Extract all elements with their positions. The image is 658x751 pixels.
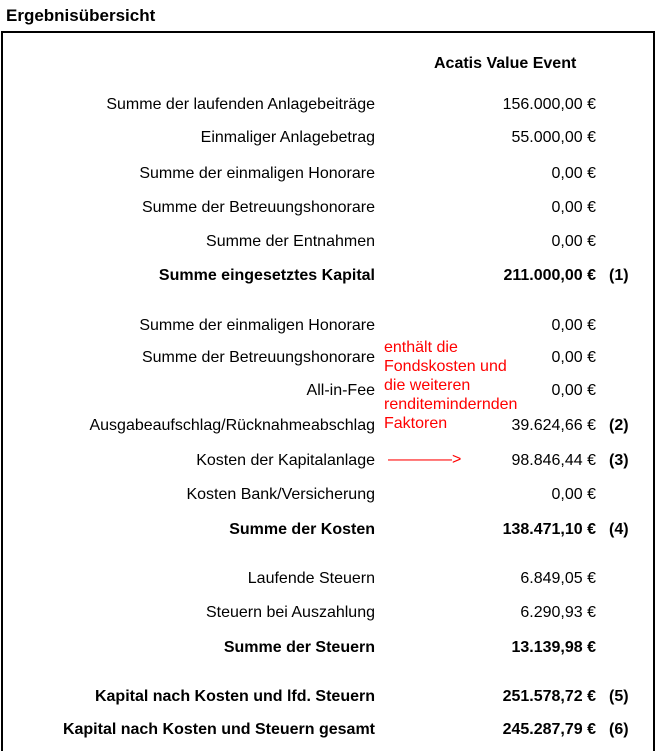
row-value: 98.846,44 € (511, 452, 596, 469)
row-value: 0,00 € (551, 233, 596, 250)
row-reference: (3) (609, 452, 629, 469)
row-value: 0,00 € (551, 165, 596, 182)
row-kapital-nach-kosten-lfd-steuern (0, 687, 658, 707)
row-value: 0,00 € (551, 382, 596, 399)
row-reference: (5) (609, 688, 629, 705)
row-value: 6.290,93 € (520, 604, 596, 621)
row-label: Ausgabeaufschlag/Rücknahmeabschlag (89, 417, 375, 434)
row-label: Summe der Betreuungshonorare (141, 349, 375, 366)
row-summe-kosten (0, 520, 658, 540)
row-label: Kosten der Kapitalanlage (196, 452, 375, 469)
row-reference: (6) (609, 721, 629, 738)
row-betreuungshonorare (0, 198, 658, 218)
row-kosten-kapitalanlage (0, 451, 658, 471)
annotation-line: Faktoren (384, 415, 448, 432)
row-laufende-anlagebeitraege (0, 95, 658, 115)
row-value: 0,00 € (551, 317, 596, 334)
row-value: 138.471,10 € (502, 521, 596, 538)
row-value: 156.000,00 € (502, 96, 596, 113)
row-summe-steuern (0, 638, 658, 658)
row-label: Steuern bei Auszahlung (205, 604, 375, 621)
row-betreuungshonorare-2 (0, 348, 658, 368)
row-value: 55.000,00 € (511, 129, 596, 146)
row-label: Kosten Bank/Versicherung (186, 486, 375, 503)
row-steuern-auszahlung (0, 603, 658, 623)
row-label: Summe der einmaligen Honorare (139, 165, 375, 182)
row-label: Laufende Steuern (247, 570, 375, 587)
annotation-arrow: ————> (388, 451, 462, 468)
row-label: Einmaliger Anlagebetrag (200, 129, 375, 146)
row-value: 245.287,79 € (502, 721, 596, 738)
row-einmaliger-anlagebetrag (0, 128, 658, 148)
row-reference: (2) (609, 417, 629, 434)
row-value: 0,00 € (551, 199, 596, 216)
column-header: Acatis Value Event (434, 55, 577, 72)
row-reference: (1) (609, 267, 629, 284)
row-label: Summe der Betreuungshonorare (141, 199, 375, 216)
annotation-line: Fondskosten und (384, 358, 507, 375)
row-label: Summe der Steuern (223, 639, 375, 656)
row-laufende-steuern (0, 569, 658, 589)
row-label: Summe der Entnahmen (206, 233, 375, 250)
row-entnahmen (0, 232, 658, 252)
row-value: 251.578,72 € (502, 688, 596, 705)
row-ausgabeaufschlag (0, 416, 658, 436)
row-summe-eingesetztes-kapital (0, 266, 658, 286)
row-label: All-in-Fee (306, 382, 375, 399)
row-label: Kapital nach Kosten und lfd. Steuern (94, 688, 375, 705)
row-label: Summe der laufenden Anlagebeiträge (106, 96, 375, 113)
row-reference: (4) (609, 521, 629, 538)
row-value: 211.000,00 € (503, 267, 596, 284)
row-kosten-bank (0, 485, 658, 505)
row-einmalige-honorare (0, 164, 658, 184)
row-einmalige-honorare-2 (0, 316, 658, 336)
annotation-line: die weiteren (384, 377, 471, 394)
row-label: Summe der Kosten (229, 521, 375, 538)
row-value: 13.139,98 € (511, 639, 596, 656)
row-value: 6.849,05 € (520, 570, 596, 587)
annotation-line: enthält die (384, 339, 458, 356)
page-title: Ergebnisübersicht (6, 6, 156, 25)
annotation-line: renditemindernden (384, 396, 518, 413)
row-label: Kapital nach Kosten und Steuern gesamt (62, 721, 375, 738)
row-label: Summe eingesetztes Kapital (158, 267, 375, 284)
row-kapital-nach-kosten-steuern-gesamt (0, 720, 658, 740)
annotation-note (384, 338, 534, 433)
row-value: 0,00 € (551, 486, 596, 503)
row-value: 39.624,66 € (511, 417, 596, 434)
row-label: Summe der einmaligen Honorare (139, 317, 375, 334)
row-value: 0,00 € (551, 349, 596, 366)
row-all-in-fee (0, 381, 658, 401)
